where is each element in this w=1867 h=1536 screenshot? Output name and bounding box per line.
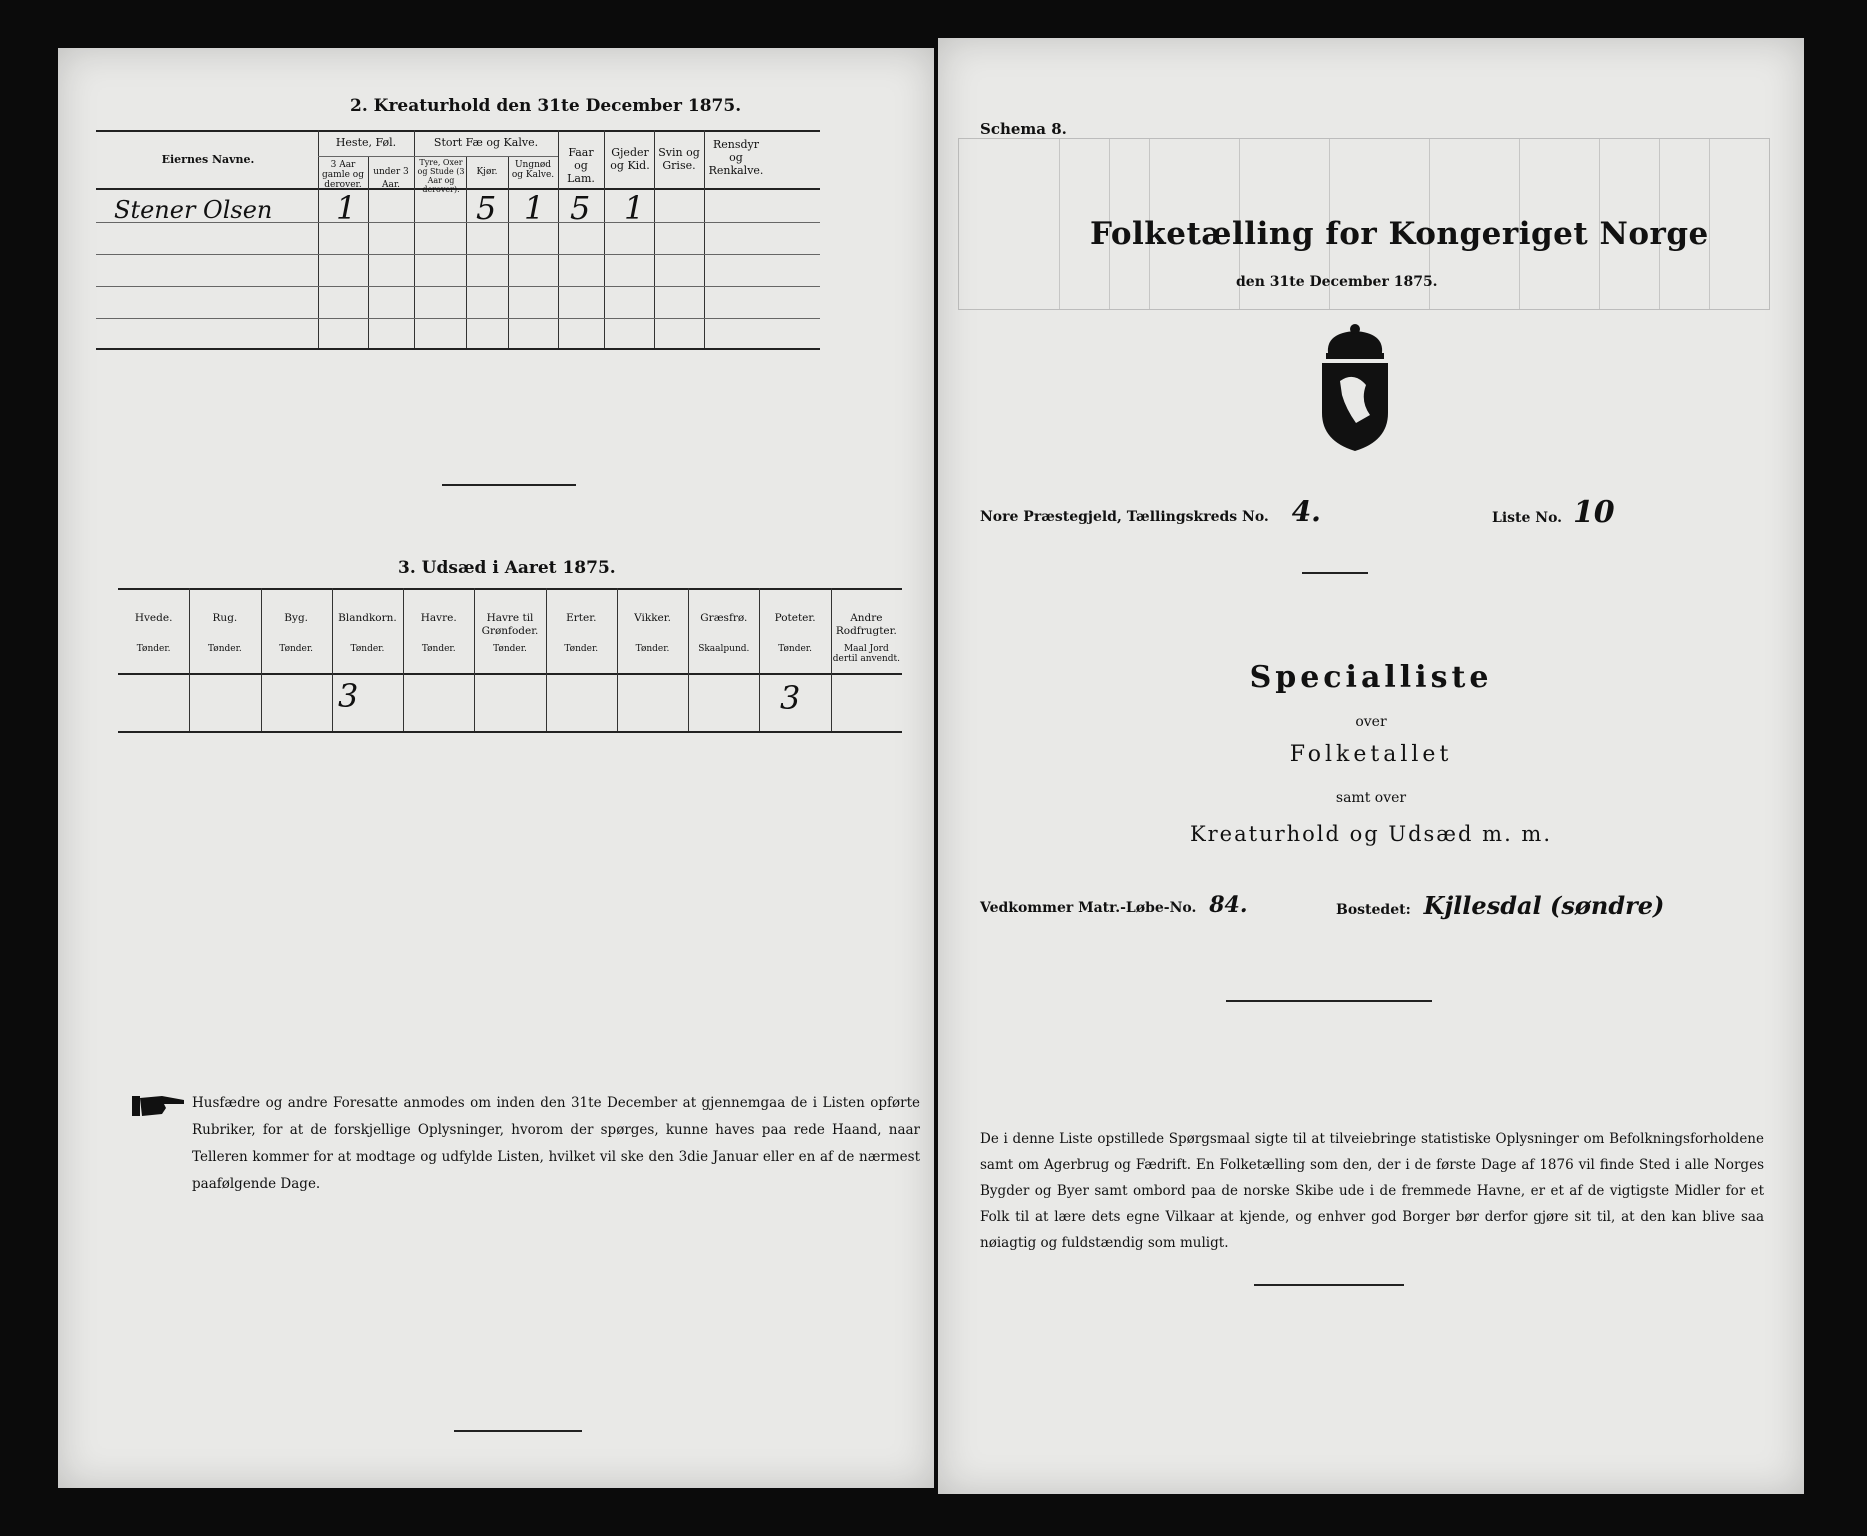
- sowing-header-name: Erter.: [566, 612, 597, 624]
- sowing-header-name: Havre til Grønfoder.: [481, 612, 539, 637]
- header-horses-old: 3 Aar gamle og derover.: [322, 160, 364, 190]
- bosted-value: Kjllesdal (søndre): [1423, 891, 1665, 920]
- header-cows: Kjør.: [476, 167, 498, 177]
- section3-title: 3. Udsæd i Aaret 1875.: [398, 558, 616, 578]
- sowing-header-name: Græsfrø.: [700, 612, 748, 624]
- matr-number: 84.: [1209, 892, 1248, 918]
- sowing-header-unit: Tønder.: [635, 644, 670, 654]
- header-horses: Heste, Føl.: [335, 136, 397, 149]
- young-cattle-value: 1: [524, 189, 545, 227]
- header-sheep: Faar og Lam.: [567, 146, 595, 185]
- sowing-header-unit: Tønder.: [350, 644, 385, 654]
- page-subtitle: den 31te December 1875.: [1236, 274, 1438, 290]
- divider-end: [1254, 1284, 1404, 1286]
- left-page: [58, 48, 934, 1488]
- district-line: [980, 495, 1321, 528]
- goats-value: 1: [624, 189, 645, 227]
- sowing-header-unit: Skaalpund.: [698, 644, 750, 654]
- schema-label: Schema 8.: [980, 120, 1067, 138]
- header-horses-young: under 3 Aar.: [373, 167, 409, 190]
- sowing-header-name: Vikker.: [634, 612, 671, 624]
- header-young-cattle: Ungnød og Kalve.: [511, 160, 555, 180]
- sowing-header-name: Hvede.: [134, 612, 173, 624]
- district-prefix: Nore Præstegjeld, Tællingskreds No.: [980, 509, 1269, 525]
- sowing-header-name: Andre Rodfrugter.: [835, 612, 897, 637]
- divider-bottom: [454, 1430, 582, 1432]
- owner-name-value: Stener Olsen: [114, 196, 273, 224]
- right-page: [938, 38, 1804, 1494]
- kreds-number: 4.: [1291, 495, 1321, 528]
- samt-over-text: samt over: [1335, 790, 1407, 806]
- divider: [442, 484, 576, 486]
- sowing-header-unit: Tønder.: [564, 644, 599, 654]
- section2-title: 2. Kreaturhold den 31te December 1875.: [350, 96, 742, 116]
- sowing-header-unit: Tønder.: [421, 644, 456, 654]
- sowing-header-unit: Tønder.: [136, 644, 171, 654]
- sowing-header-name: Rug.: [212, 612, 238, 624]
- header-bulls: Tyre, Oxer og Stude (3 Aar og derover).: [417, 158, 465, 194]
- liste-line: [1492, 495, 1615, 530]
- sowing-header-unit: Tønder.: [208, 644, 242, 654]
- sowing-header-unit: Tønder.: [493, 644, 527, 654]
- info-paragraph: De i denne Liste opstillede Spørgsmaal sigte til at tilveiebringe statistiske Oplysninger om Befolkningsforholdene samt om Agerbrug og Fædrift. En Folketælling som den, der i de første Dage af 1876 vil finde Sted i alle Norges Bygder og Byer samt ombord paa de norske Skibe ude i de fremmede Havne, er et af de vigtigste Midler for et Folk til at lære dets egne Vilkaar at kjende, og enhver god Borger bør derfor gjøre sit til, at den kan blive saa nøiagtig og fuldstændig som muligt.: [980, 1131, 1764, 1251]
- folketallet-heading: Folketallet: [1289, 742, 1453, 767]
- horses-old-value: 1: [336, 189, 357, 227]
- pointing-hand-icon: [132, 1092, 188, 1118]
- kreaturhold-heading: Kreaturhold og Udsæd m. m.: [1189, 822, 1553, 846]
- over-text: over: [1355, 714, 1387, 730]
- sowing-header-unit: Tønder.: [778, 644, 812, 654]
- header-pigs: Svin og Grise.: [658, 146, 700, 172]
- coat-of-arms-icon: [1316, 323, 1394, 453]
- header-reindeer: Rensdyr og Renkalve.: [708, 138, 764, 177]
- matr-line: [980, 894, 1248, 916]
- bosted-line: [1336, 891, 1665, 920]
- page-title: Folketælling for Kongeriget Norge: [1090, 216, 1709, 252]
- sowing-header-name: Havre.: [420, 612, 457, 624]
- header-owner-name: Eiernes Navne.: [161, 153, 255, 166]
- liste-number: 10: [1572, 495, 1615, 530]
- header-goats: Gjeder og Kid.: [610, 146, 650, 172]
- matr-label: Vedkommer Matr.-Løbe-No.: [980, 900, 1197, 916]
- sowing-header-unit: Maal Jord dertil anvendt.: [832, 644, 900, 664]
- liste-label: Liste No.: [1492, 510, 1563, 526]
- header-cattle: Stort Fæ og Kalve.: [433, 136, 539, 149]
- bosted-label: Bostedet:: [1336, 902, 1411, 918]
- sowing-header-unit: Tønder.: [279, 644, 314, 654]
- sheep-value: 5: [570, 189, 591, 227]
- poteter-value: 3: [780, 679, 801, 717]
- specialliste-heading: Specialliste: [1249, 660, 1493, 695]
- divider-right: [1302, 572, 1368, 574]
- sowing-header-name: Blandkorn.: [338, 612, 397, 624]
- cows-value: 5: [476, 189, 497, 227]
- byg-value: 3: [338, 677, 359, 715]
- sowing-header-name: Byg.: [284, 612, 309, 624]
- notice-text: Husfædre og andre Foresatte anmodes om inden den 31te December at gjennemgaa de i Listen opførte Rubriker, for at de forskjellige Oplysninger, hvorom der spørges, kunne haves paa rede Haand, naar Telleren kommer for at modtage og udfylde Listen, hvilket vil ske den 3die Januar eller en af de nærmest paafølgende Dage.: [192, 1095, 920, 1192]
- sowing-header-name: Poteter.: [774, 612, 816, 624]
- divider-mid: [1226, 1000, 1432, 1002]
